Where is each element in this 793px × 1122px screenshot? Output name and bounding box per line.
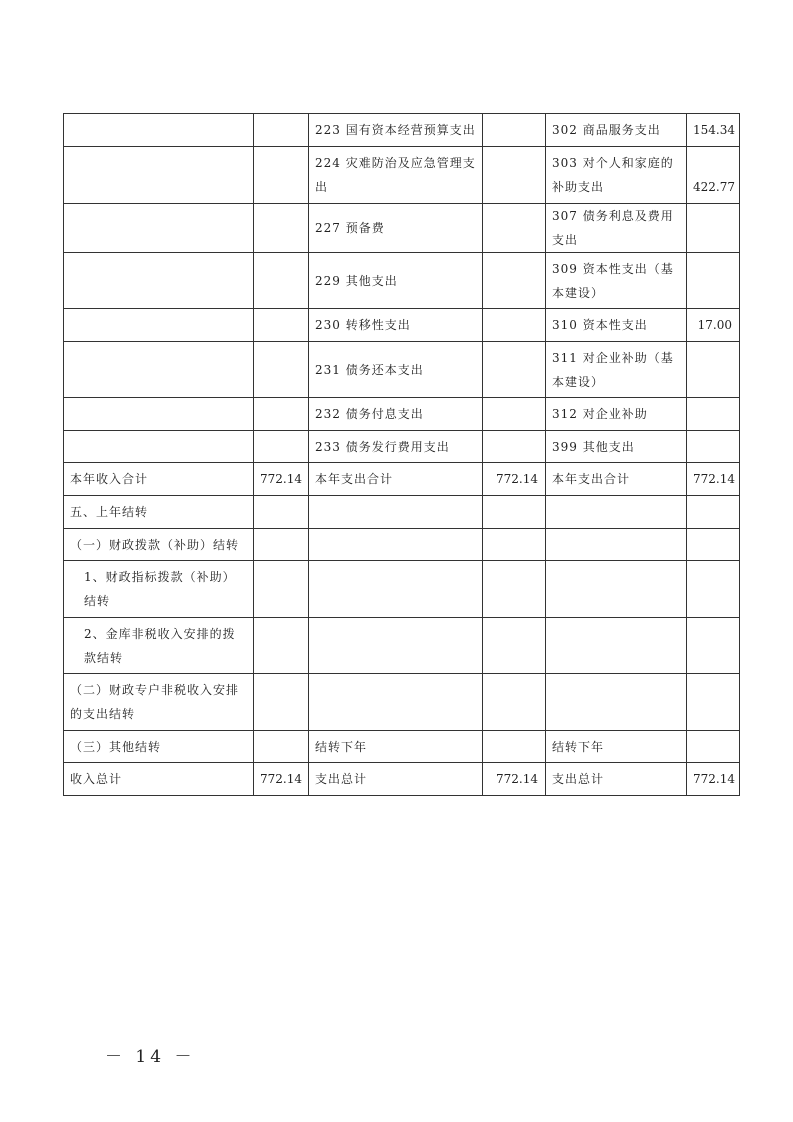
table-cell [483, 561, 546, 618]
table-cell: 229 其他支出 [309, 253, 483, 309]
table-cell: 支出总计 [546, 763, 687, 796]
table-cell [483, 496, 546, 529]
table-cell [309, 618, 483, 674]
table-cell [254, 731, 309, 763]
table-cell: 311 对企业补助（基本建设） [546, 342, 687, 398]
table-cell [483, 309, 546, 342]
table-cell [687, 731, 740, 763]
table-cell [254, 253, 309, 309]
table-cell [687, 253, 740, 309]
table-cell: 303 对个人和家庭的补助支出 [546, 147, 687, 204]
table-cell [254, 529, 309, 561]
table-cell [483, 731, 546, 763]
table-cell [483, 529, 546, 561]
table-cell [254, 431, 309, 463]
table-row [64, 529, 740, 561]
table-cell: 五、上年结转 [64, 496, 254, 529]
table-cell [687, 398, 740, 431]
table-cell: 772.14 [483, 763, 546, 796]
table-cell [483, 618, 546, 674]
table-cell: 310 资本性支出 [546, 309, 687, 342]
table-cell [687, 431, 740, 463]
table-cell: 233 债务发行费用支出 [309, 431, 483, 463]
table-cell [64, 147, 254, 204]
table-cell: （一）财政拨款（补助）结转 [64, 529, 254, 561]
table-cell [483, 398, 546, 431]
table-cell: 307 债务利息及费用支出 [546, 204, 687, 253]
table-row [64, 674, 740, 731]
table-cell [254, 398, 309, 431]
table-cell: 422.77 [687, 147, 740, 204]
table-cell [483, 342, 546, 398]
table-cell [687, 529, 740, 561]
table-row [64, 253, 740, 309]
table-cell [254, 618, 309, 674]
table-cell [483, 674, 546, 731]
table-row [64, 431, 740, 463]
table-cell [64, 398, 254, 431]
table-row [64, 309, 740, 342]
table-cell: 772.14 [254, 463, 309, 496]
table-cell: 230 转移性支出 [309, 309, 483, 342]
table-cell: 支出总计 [309, 763, 483, 796]
table-row [64, 147, 740, 204]
table-cell [64, 342, 254, 398]
table-row [64, 204, 740, 253]
table-cell [254, 496, 309, 529]
table-cell [64, 431, 254, 463]
table-cell: （二）财政专户非税收入安排的支出结转 [64, 674, 254, 731]
table-cell [483, 204, 546, 253]
table-cell: 399 其他支出 [546, 431, 687, 463]
table-cell [254, 342, 309, 398]
table-cell: 223 国有资本经营预算支出 [309, 114, 483, 147]
table-cell [309, 529, 483, 561]
table-cell: 232 债务付息支出 [309, 398, 483, 431]
table-cell: 231 债务还本支出 [309, 342, 483, 398]
table-cell: 772.14 [483, 463, 546, 496]
table-cell [64, 309, 254, 342]
table-cell [64, 204, 254, 253]
table-row [64, 496, 740, 529]
table-cell: 772.14 [687, 763, 740, 796]
table-cell: 227 预备费 [309, 204, 483, 253]
table-row [64, 763, 740, 796]
table-row [64, 398, 740, 431]
table-cell: 收入总计 [64, 763, 254, 796]
table-cell [546, 529, 687, 561]
table-row [64, 618, 740, 674]
table-cell [687, 342, 740, 398]
page-number: － 14 － [105, 1047, 196, 1067]
table-row [64, 114, 740, 147]
table-cell: 本年支出合计 [546, 463, 687, 496]
table-cell [546, 618, 687, 674]
table-cell [687, 674, 740, 731]
table-cell: 312 对企业补助 [546, 398, 687, 431]
table-cell: 772.14 [254, 763, 309, 796]
table-cell: （三）其他结转 [64, 731, 254, 763]
table-cell [254, 309, 309, 342]
table-cell: 本年收入合计 [64, 463, 254, 496]
table-cell [687, 561, 740, 618]
table-cell: 309 资本性支出（基本建设） [546, 253, 687, 309]
table-cell [483, 253, 546, 309]
table-cell: 17.00 [687, 309, 740, 342]
table-cell [254, 114, 309, 147]
table-cell: 154.34 [687, 114, 740, 147]
table-cell [546, 674, 687, 731]
table-cell: 1、财政指标拨款（补助）结转 [64, 561, 254, 618]
budget-table [63, 113, 740, 796]
table-cell [309, 561, 483, 618]
table-cell: 本年支出合计 [309, 463, 483, 496]
table-cell: 2、金库非税收入安排的拨款结转 [64, 618, 254, 674]
table-cell: 302 商品服务支出 [546, 114, 687, 147]
table-cell [254, 674, 309, 731]
table-row [64, 342, 740, 398]
table-cell [254, 147, 309, 204]
table-cell [64, 114, 254, 147]
table-cell [687, 618, 740, 674]
table-row [64, 731, 740, 763]
table-cell [483, 114, 546, 147]
table-cell [309, 496, 483, 529]
table-cell [546, 561, 687, 618]
table-cell [687, 204, 740, 253]
table-cell: 772.14 [687, 463, 740, 496]
table-row [64, 561, 740, 618]
table-cell [546, 496, 687, 529]
table-cell [309, 674, 483, 731]
table-cell [483, 147, 546, 204]
table-cell: 224 灾难防治及应急管理支出 [309, 147, 483, 204]
table-cell [64, 253, 254, 309]
table-cell: 结转下年 [546, 731, 687, 763]
table-cell [483, 431, 546, 463]
table-cell [687, 496, 740, 529]
table-cell [254, 204, 309, 253]
table-cell: 结转下年 [309, 731, 483, 763]
table-row [64, 463, 740, 496]
table-cell [254, 561, 309, 618]
